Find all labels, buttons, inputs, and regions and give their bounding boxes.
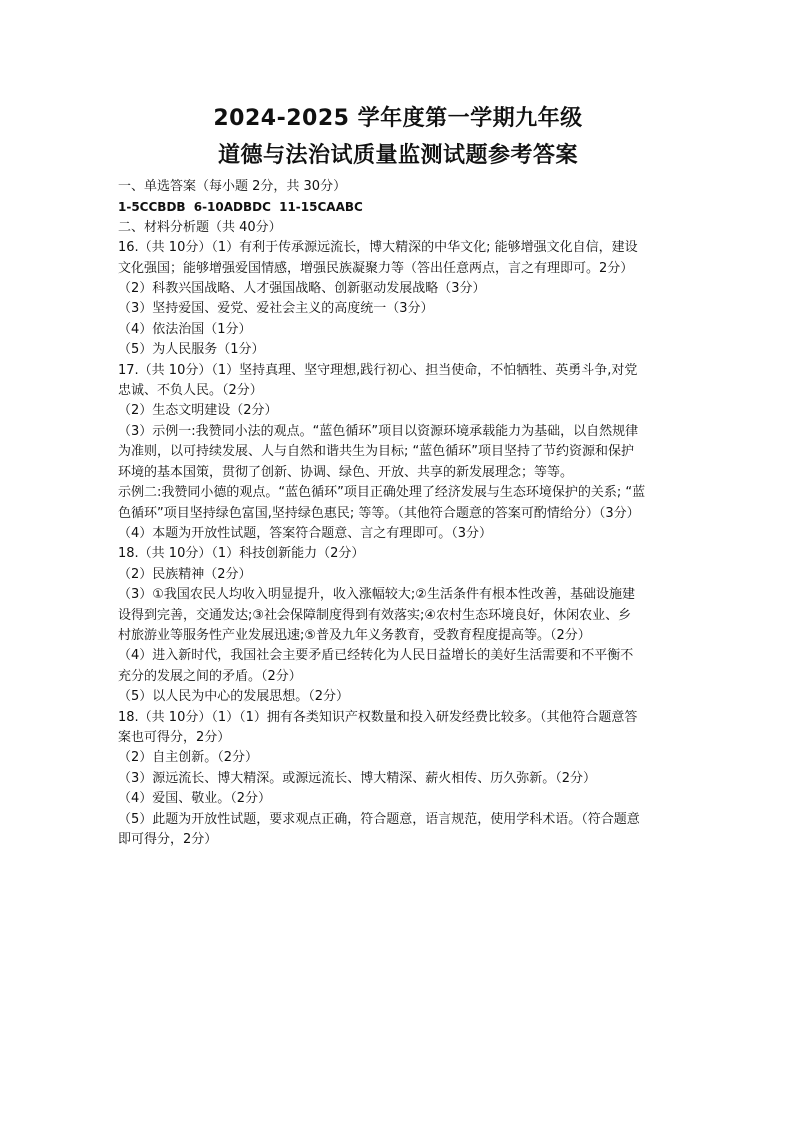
q17-line: （2）生态文明建设（2分） <box>118 403 278 419</box>
q17-line: 示例二:我赞同小德的观点。“蓝色循环”项目正确处理了经济发展与生态环境保护的关系; “蓝 <box>118 485 646 501</box>
q17-line: 为准则，以可持续发展、人与自然和谐共生为目标; “蓝色循环”项目坚持了节约资源和保护 <box>118 444 634 460</box>
q16-line: （3）坚持爱国、爱党、爱社会主义的高度统一（3分） <box>118 301 434 317</box>
q18-line: （3）①我国农民人均收入明显提升，收入涨幅较大;②生活条件有根本性改善，基础设施建 <box>118 587 635 603</box>
q17-line: 忠诚、不负人民。（2分） <box>118 383 263 399</box>
q18-line: 设得到完善，交通发达;③社会保障制度得到有效落实;④农村生态环境良好，休闲农业、乡 <box>118 607 632 623</box>
q18-line: 18.（共 10分）（1）科技创新能力（2分） <box>118 546 365 562</box>
section-heading-single-choice: 一、单选答案（每小题 2分，共 30分） <box>118 179 347 194</box>
q18-line: 充分的发展之间的矛盾。（2分） <box>118 668 302 684</box>
q17-line: （3）示例一:我赞同小法的观点。“蓝色循环”项目以资源环境承载能力为基础，以自然规律 <box>118 423 639 439</box>
q17-line: 17.（共 10分）（1）坚持真理、坚守理想,践行初心、担当使命，不怕牺牲、英勇斗争,对党 <box>118 362 638 378</box>
document-title-line-1: 2024-2025 学年度第一学期九年级 <box>213 106 583 131</box>
q18b-line: 即可得分，2分） <box>118 832 218 847</box>
q17-line: （4）本题为开放性试题，答案符合题意、言之有理即可。（3分） <box>118 525 493 541</box>
q17-line: 色循环”项目坚持绿色富国,坚持绿色惠民; 等等。（其他符合题意的答案可酌情给分）（3分） <box>118 505 640 521</box>
q18-line: （4）进入新时代，我国社会主要矛盾已经转化为人民日益增长的美好生活需要和不平衡不 <box>118 648 634 664</box>
q16-line: 16.（共 10分）（1）有利于传承源远流长，博大精深的中华文化; 能够增强文化自信，建设 <box>118 240 638 256</box>
q16-line: （2）科教兴国战略、人才强国战略、创新驱动发展战略（3分） <box>118 281 486 297</box>
q18b-line: （4）爱国、敬业。（2分） <box>118 791 272 807</box>
q17-line: 环境的基本国策，贯彻了创新、协调、绿色、开放、共享的新发展理念；等等。 <box>118 464 574 480</box>
q18b-line: 案也可得分，2分） <box>118 729 231 745</box>
q16-line: （5）为人民服务（1分） <box>118 342 265 358</box>
q18b-line: （2）自主创新。（2分） <box>118 750 259 766</box>
q18-line: （2）民族精神（2分） <box>118 566 252 582</box>
q16-line: 文化强国；能够增强爱国情感，增强民族凝聚力等（答出任意两点，言之有理即可。2分） <box>118 260 634 276</box>
q18b-line: 18.（共 10分）（1）（1）拥有各类知识产权数量和投入研发经费比较多。（其他符合题意答 <box>118 709 638 725</box>
single-choice-answers: 1-5CCBDB 6-10ADBDC 11-15CAABC <box>118 200 363 215</box>
q16-line: （4）依法治国（1分） <box>118 321 252 337</box>
q18b-line: （3）源远流长、博大精深。或源远流长、博大精深、薪火相传、历久弥新。（2分） <box>118 770 597 786</box>
q18-line: （5）以人民为中心的发展思想。（2分） <box>118 689 350 705</box>
q18b-line: （5）此题为开放性试题，要求观点正确，符合题意，语言规范，使用学科术语。（符合题意 <box>118 811 640 827</box>
section-heading-material-analysis: 二、材料分析题（共 40分） <box>118 219 282 235</box>
document-title-line-2: 道德与法治试质量监测试题参考答案 <box>217 143 578 168</box>
answer-document <box>118 100 678 850</box>
q18-line: 村旅游业等服务性产业发展迅速;⑤普及九年义务教育，受教育程度提高等。（2分） <box>118 627 591 643</box>
